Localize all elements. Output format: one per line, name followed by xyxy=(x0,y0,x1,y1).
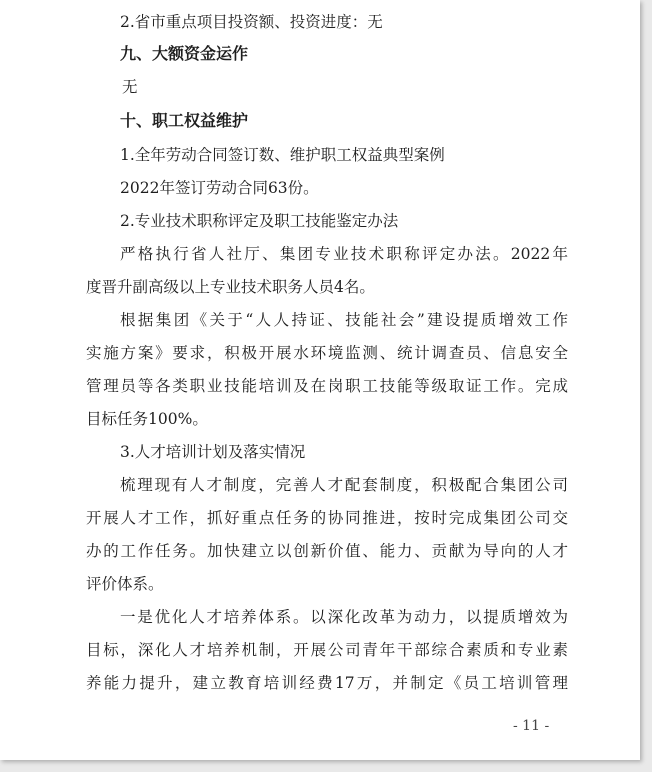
text-line: 严格执行省人社厅、集团专业技术职称评定办法。2022年 xyxy=(120,245,568,263)
text-line: 根据集团《关于“人人持证、技能社会”建设提质增效工作 xyxy=(120,311,568,329)
text-line: 评价体系。 xyxy=(86,575,164,593)
section-heading: 九、大额资金运作 xyxy=(120,44,249,63)
subsection-heading: 3.人才培训计划及落实情况 xyxy=(120,443,306,461)
section-heading: 十、职工权益维护 xyxy=(120,111,249,130)
subsection-heading: 1.全年劳动合同签订数、维护职工权益典型案例 xyxy=(120,146,445,164)
text-line: 2022年签订劳动合同63份。 xyxy=(120,179,319,197)
text-line: 养能力提升，建立教育培训经费17万，并制定《员工培训管理 xyxy=(86,674,568,692)
text-line: 2.省市重点项目投资额、投资进度：无 xyxy=(120,13,383,31)
text-line: 管理员等各类职业技能培训及在岗职工技能等级取证工作。完成 xyxy=(86,377,568,395)
text-line: 开展人才工作，抓好重点任务的协同推进，按时完成集团公司交 xyxy=(86,509,568,527)
text-line: 度晋升副高级以上专业技术职务人员4名。 xyxy=(86,278,375,296)
text-line: 实施方案》要求，积极开展水环境监测、统计调查员、信息安全 xyxy=(86,344,568,362)
text-line: 一是优化人才培养体系。以深化改革为动力，以提质增效为 xyxy=(120,608,568,626)
text-line: 办的工作任务。加快建立以创新价值、能力、贡献为导向的人才 xyxy=(86,542,568,560)
text-line: 无 xyxy=(122,78,138,96)
text-line: 目标，深化人才培养机制，开展公司青年干部综合素质和专业素 xyxy=(86,641,568,659)
subsection-heading: 2.专业技术职称评定及职工技能鉴定办法 xyxy=(120,212,399,230)
page-number: - 11 - xyxy=(513,718,550,734)
text-line: 目标任务100%。 xyxy=(86,410,208,428)
text-line: 梳理现有人才制度，完善人才配套制度，积极配合集团公司 xyxy=(120,476,568,494)
